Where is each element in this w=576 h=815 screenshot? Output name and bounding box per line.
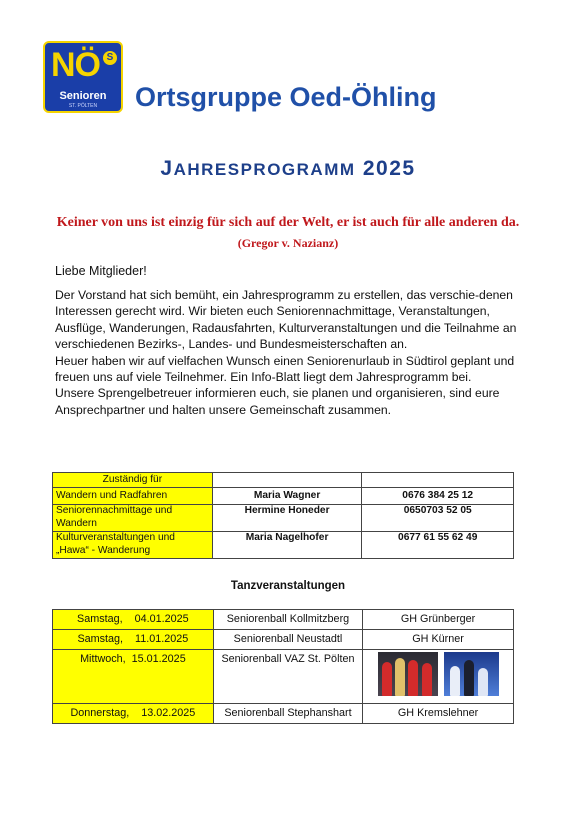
event-date: Donnerstag, 13.02.2025 bbox=[53, 704, 214, 724]
table-row bbox=[53, 610, 514, 630]
table-row bbox=[53, 704, 514, 724]
event-photos bbox=[363, 650, 514, 704]
intro-text bbox=[55, 287, 533, 418]
motto-quote bbox=[52, 212, 524, 254]
event-venue: GH Kremslehner bbox=[363, 704, 514, 724]
logo-tagline: ST. PÖLTEN bbox=[68, 103, 98, 109]
document-title bbox=[0, 157, 576, 181]
logo-label: Senioren bbox=[59, 90, 107, 102]
contact-area: Kulturveranstaltungen und „Hawa“ - Wanderung bbox=[53, 532, 213, 559]
event-date: Samstag, 04.01.2025 bbox=[53, 610, 214, 630]
title-initial: J bbox=[160, 157, 174, 180]
table-row bbox=[53, 488, 514, 505]
contact-area: Seniorennachmittage und Wandern bbox=[53, 505, 213, 532]
table-cell bbox=[212, 473, 362, 488]
dance-events-table bbox=[52, 609, 514, 724]
table-row bbox=[53, 532, 514, 559]
logo-circle: S bbox=[103, 51, 117, 65]
intro-paragraph: Der Vorstand hat sich bemüht, ein Jahresprogramm zu erstellen, das verschie-denen Interessen gerecht wird. Wir bieten euch Seniorennachmittage, Veranstaltungen, Ausflüge, Wanderungen, Radausfahrten, Kulturveranstaltungen und die Teilnahme an verschiedenen Bezirks-, Landes- und Bundesmeisterschaften an. bbox=[55, 288, 517, 352]
quote-text: Keiner von uns ist einzig für sich auf der Welt, er ist auch für alle anderen da. bbox=[56, 215, 520, 230]
intro-paragraph: Heuer haben wir auf vielfachen Wunsch einen Seniorenurlaub in Südtirol geplant und freuen uns auf viele Teilnehmer. Ein Info-Blatt liegt dem Jahresprogramm bei. bbox=[55, 353, 515, 385]
event-name: Seniorenball Neustadtl bbox=[213, 630, 362, 650]
table-row bbox=[53, 505, 514, 532]
contact-name: Maria Wagner bbox=[212, 488, 362, 505]
org-title: Ortsgruppe Oed-Öhling bbox=[135, 82, 437, 112]
event-name: Seniorenball Stephanshart bbox=[213, 704, 362, 724]
logo-mark: NÖ bbox=[51, 46, 100, 84]
title-rest: AHRESPROGRAMM bbox=[173, 160, 356, 179]
table-cell bbox=[362, 473, 514, 488]
contact-phone: 0650703 52 05 bbox=[362, 505, 514, 532]
noe-senioren-logo bbox=[43, 41, 123, 113]
event-date: Samstag, 11.01.2025 bbox=[53, 630, 214, 650]
table-row bbox=[53, 630, 514, 650]
contact-phone: 0677 61 55 62 49 bbox=[362, 532, 514, 559]
contact-phone: 0676 384 25 12 bbox=[362, 488, 514, 505]
greeting: Liebe Mitglieder! bbox=[55, 264, 147, 278]
intro-paragraph: Unsere Sprengelbetreuer informieren euch, sie planen und organisieren, sind eure Ansprechpartner und halten unsere Gemeinschaft zusammen. bbox=[55, 386, 500, 417]
table-row bbox=[53, 650, 514, 704]
contacts-table bbox=[52, 472, 514, 559]
band-photo bbox=[378, 652, 438, 696]
event-venue: GH Kürner bbox=[363, 630, 514, 650]
contact-name: Maria Nagelhofer bbox=[212, 532, 362, 559]
title-year: 2025 bbox=[362, 157, 416, 180]
event-name: Seniorenball VAZ St. Pölten bbox=[213, 650, 362, 704]
contact-area: Wandern und Radfahren bbox=[53, 488, 213, 505]
dance-events-heading: Tanzveranstaltungen bbox=[230, 580, 346, 592]
contacts-header: Zuständig für bbox=[53, 473, 213, 488]
contact-name: Hermine Honeder bbox=[212, 505, 362, 532]
event-venue: GH Grünberger bbox=[363, 610, 514, 630]
event-name: Seniorenball Kollmitzberg bbox=[213, 610, 362, 630]
quote-author: (Gregor v. Nazianz) bbox=[237, 236, 339, 250]
event-date: Mittwoch, 15.01.2025 bbox=[53, 650, 214, 704]
dancers-photo bbox=[444, 652, 499, 696]
table-row bbox=[53, 473, 514, 488]
